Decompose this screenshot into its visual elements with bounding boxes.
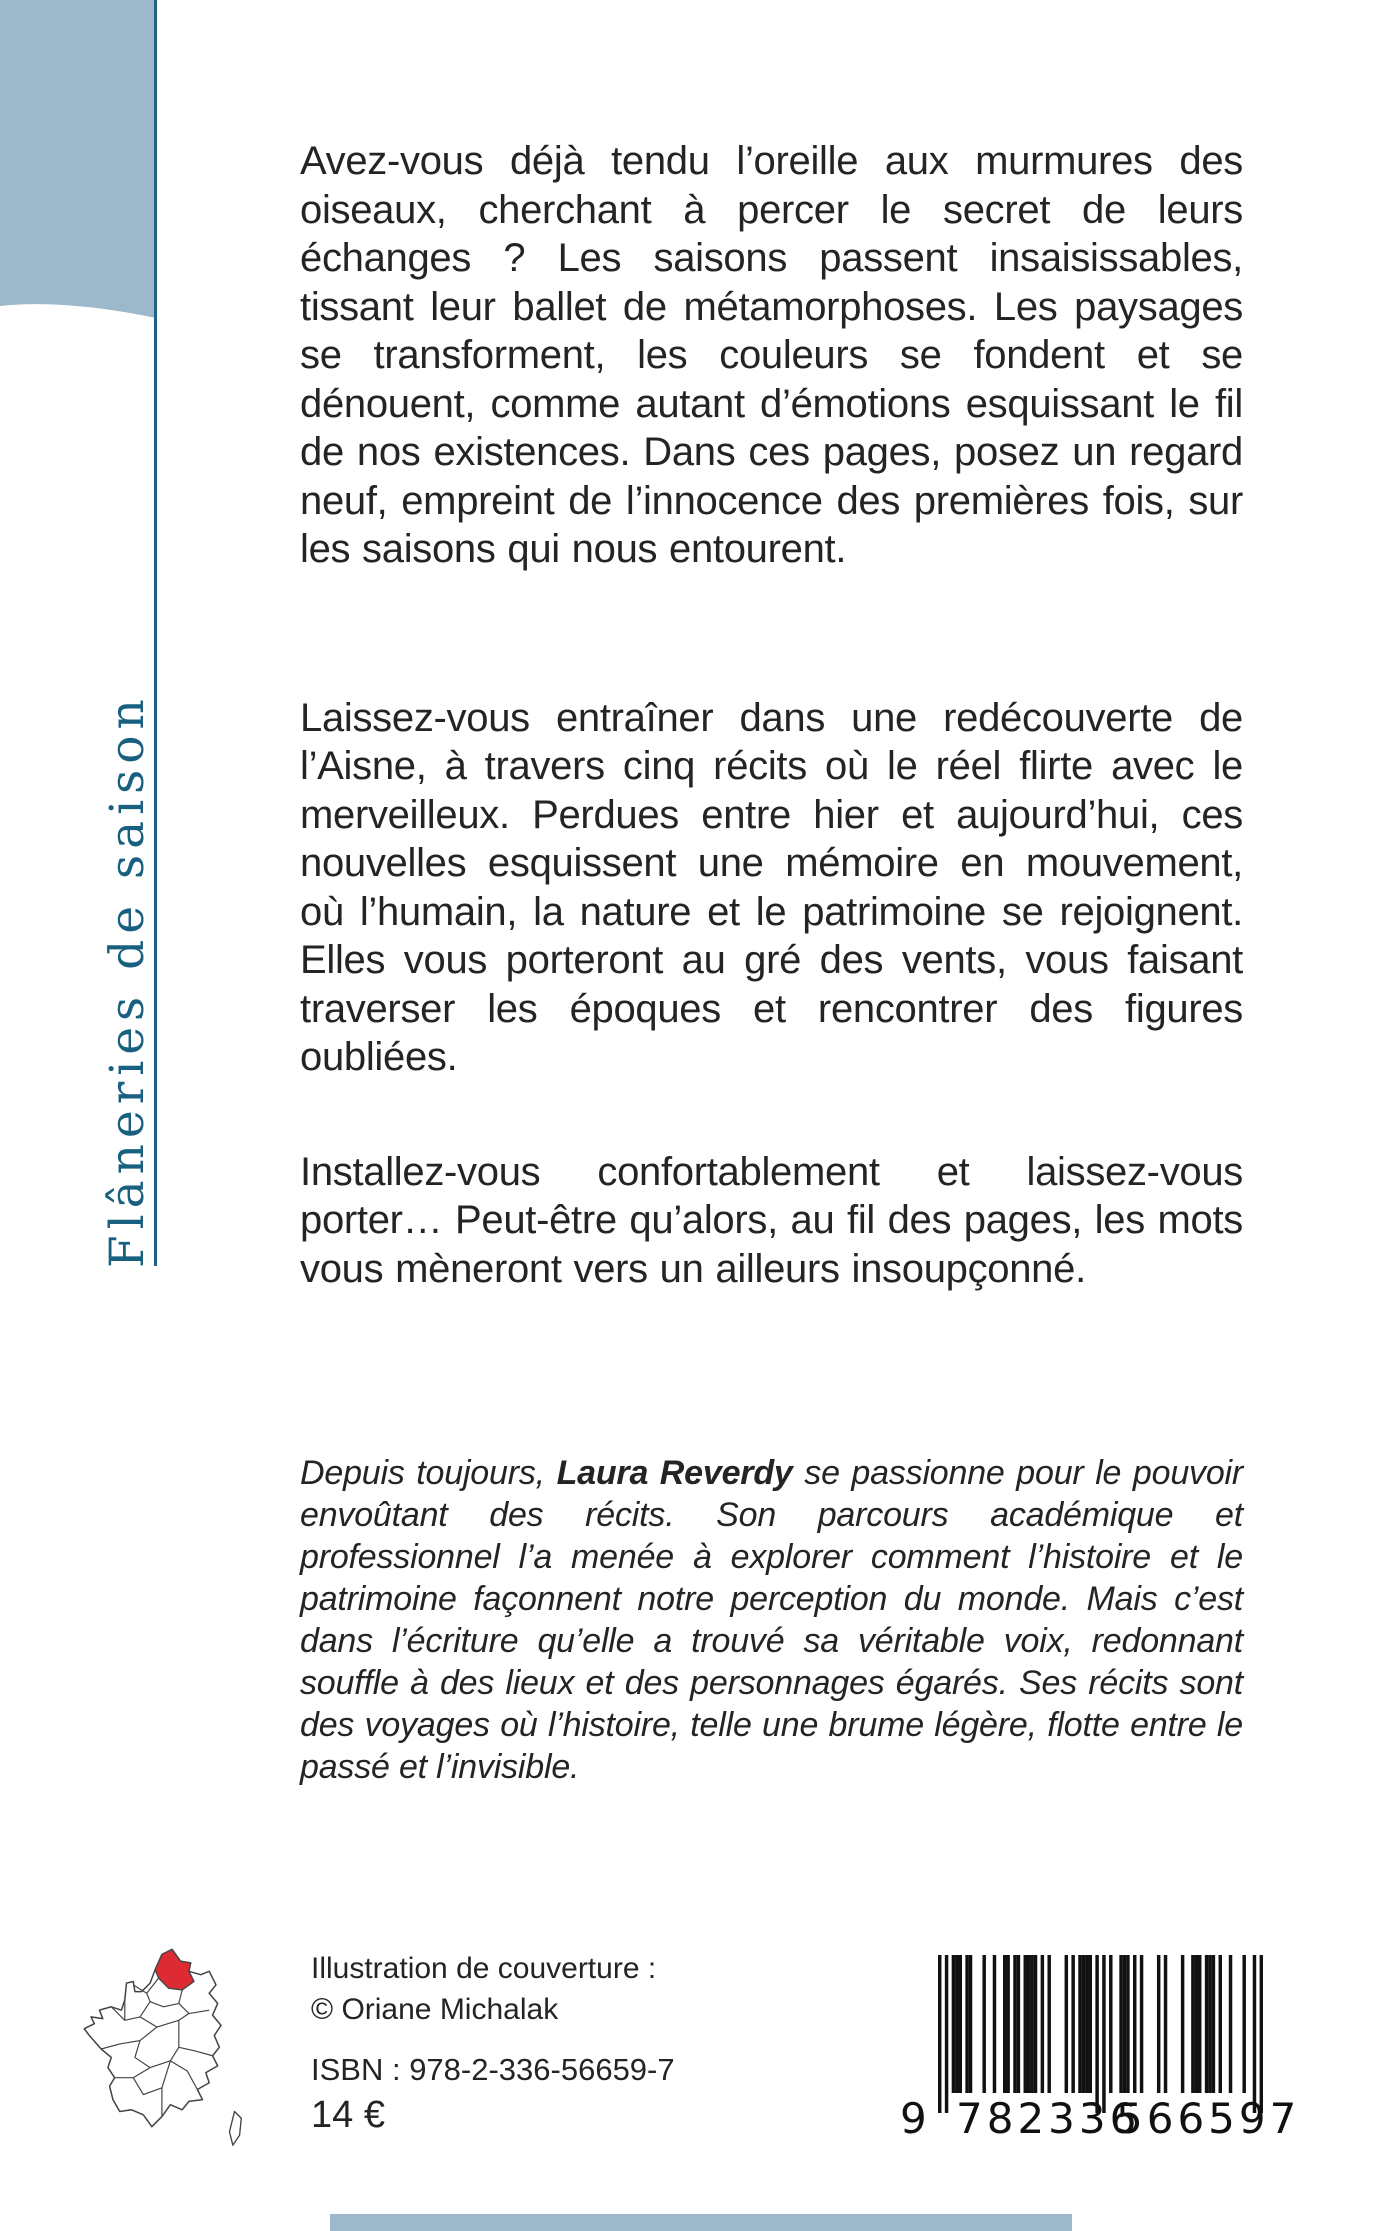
- author-bio: [300, 1452, 1243, 1788]
- corsica: [229, 2111, 241, 2145]
- illustration-credit-line2: © Oriane Michalak: [311, 1993, 559, 2026]
- barcode-digit-first: 9: [900, 2094, 927, 2143]
- blurb-paragraph-1: Avez-vous déjà tendu l’oreille aux murmures des oiseaux, cherchant à percer le secret de leurs échanges ? Les saisons passent insaisissables, tissant leur ballet de métamorphoses. Les paysages se transforment, les couleurs se fondent et se dénouent, comme autant d’émotions esquissant le fil de nos existences. Dans ces pages, posez un regard neuf, empreint de l’innocence des premières fois, sur les saisons qui nous entourent.: [300, 139, 1243, 571]
- illustration-credit: [311, 1948, 656, 2030]
- barcode-digits-left: 782336: [956, 2094, 1141, 2143]
- isbn-text: ISBN : 978-2-336-56659-7: [311, 2052, 675, 2087]
- collection-title: Flâneries de saison: [100, 693, 155, 1268]
- barcode-digits-right: 566597: [1116, 2094, 1301, 2143]
- illustration-credit-line1: Illustration de couverture :: [311, 1952, 657, 1985]
- blurb-text: [300, 137, 1243, 1293]
- blurb-paragraph-3: Installez-vous confortablement et laissez-vous porter… Peut-être qu’alors, au fil des pages, les mots vous mèneront vers un ailleurs insoupçonné.: [300, 1149, 1243, 1291]
- blurb-paragraph-2: Laissez-vous entraîner dans une redécouverte de l’Aisne, à travers cinq récits où le réel flirte avec le merveilleux. Perdues entre hier et aujourd’hui, ces nouvelles esquissent une mémoire en mouvement, où l’humain, la nature et le patrimoine se rejoignent. Elles vous porteront au gré des vents, vous faisant traverser les époques et rencontrer des figures oubliées.: [300, 695, 1243, 1079]
- author-name: Laura Reverdy: [556, 1454, 793, 1492]
- bio-pre: Depuis toujours,: [300, 1454, 557, 1492]
- price-text: 14 €: [311, 2094, 385, 2136]
- barcode: [938, 1955, 1263, 2113]
- footer-accent-bar: [330, 2214, 1072, 2231]
- corner-accent-shape: [0, 0, 158, 324]
- france-map: [74, 1946, 260, 2152]
- france-outline: [84, 1949, 221, 2126]
- bio-post: se passionne pour le pouvoir envoûtant des récits. Son parcours académique et professionnel l’a menée à explorer comment l’histoire et le patrimoine façonnent notre perception du monde. Mais c’est dans l’écriture qu’elle a trouvé sa véritable voix, redonnant souffle à des lieux et des personnages égarés. Ses récits sont des voyages où l’histoire, telle une brume légère, flotte entre le passé et l’invisible.: [300, 1454, 1244, 1786]
